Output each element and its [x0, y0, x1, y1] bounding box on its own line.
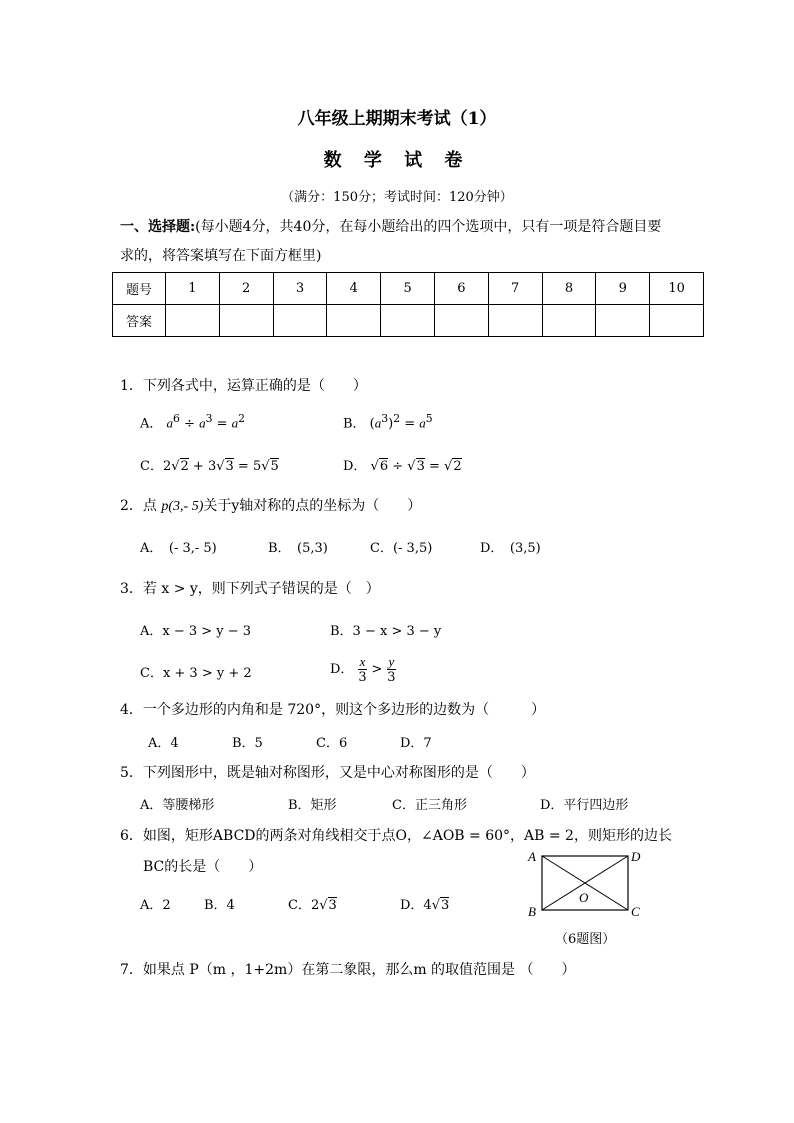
answer-cell-8[interactable] — [542, 305, 596, 337]
table-row-label-number: 题号 — [113, 273, 166, 305]
question-5-option-a: A．等腰梯形 — [140, 798, 215, 813]
rectangle-figure — [520, 846, 650, 924]
question-1-option-c: C．2√2 + 3√3 = 5√5 — [140, 459, 279, 474]
answer-table — [112, 272, 704, 337]
answer-cell-7[interactable] — [488, 305, 542, 337]
table-cell-number-9: 9 — [596, 273, 650, 305]
question-4-option-a: A．4 — [148, 736, 179, 751]
table-cell-number-10: 10 — [650, 273, 704, 305]
question-3-option-a: A．x − 3 > y − 3 — [140, 624, 252, 639]
question-6-option-d: D．4√3 — [400, 898, 450, 913]
question-6-option-c-radicand: 3 — [328, 898, 337, 913]
question-3-option-d-prefix: D． — [330, 662, 354, 677]
answer-table-answer-row — [113, 305, 704, 337]
question-6-option-b: B．4 — [204, 898, 235, 913]
exam-subject: 数 学 试 卷 — [323, 150, 471, 171]
table-cell-number-2: 2 — [219, 273, 273, 305]
answer-cell-2[interactable] — [219, 305, 273, 337]
question-2-stem — [120, 495, 421, 515]
exam-meta: （满分：150分；考试时间：120分钟） — [281, 190, 513, 205]
section1-heading-line2: 求的，将答案填写在下面方框里) — [120, 248, 322, 264]
question-2-option-b: B． (5,3) — [268, 541, 328, 556]
question-6-option-a: A．2 — [140, 898, 171, 913]
question-5-option-c: C．正三角形 — [392, 798, 467, 813]
answer-cell-9[interactable] — [596, 305, 650, 337]
fraction-y-over-3: $\frac{y}{3}$ — [387, 654, 396, 685]
question-1-option-d: D． √6 ÷ √3 = √2 — [343, 459, 462, 474]
question-2-suffix: 关于y轴对称的点的坐标为（ ） — [203, 498, 422, 514]
question-3-option-b: B．3 − x > 3 − y — [330, 624, 442, 639]
question-5-option-d: D．平行四边形 — [540, 798, 629, 813]
section1-heading — [120, 216, 661, 236]
vertex-label-b: B — [528, 904, 536, 919]
question-3-option-c: C．x + 3 > y + 2 — [140, 666, 252, 681]
question-4-option-b: B．5 — [232, 736, 263, 751]
answer-cell-4[interactable] — [327, 305, 381, 337]
question-4-option-d: D．7 — [400, 736, 432, 751]
section1-heading-bold: 一、选择题: — [120, 219, 196, 235]
question-5-option-b: B．矩形 — [288, 798, 337, 813]
exam-title: 八年级上期期末考试（1） — [297, 109, 497, 129]
answer-cell-6[interactable] — [434, 305, 488, 337]
table-cell-number-5: 5 — [381, 273, 435, 305]
question-2-option-c: C．(- 3,5) — [370, 541, 433, 556]
answer-cell-5[interactable] — [381, 305, 435, 337]
question-5-stem: 5．下列图形中，既是轴对称图形，又是中心对称图形的是（ ） — [120, 765, 535, 781]
table-cell-number-7: 7 — [488, 273, 542, 305]
table-cell-number-3: 3 — [273, 273, 327, 305]
table-cell-number-1: 1 — [166, 273, 220, 305]
answer-cell-3[interactable] — [273, 305, 327, 337]
question-6-stem-line2: BC的长是（ ） — [143, 859, 263, 875]
question-2-point: p(3,- 5) — [161, 499, 204, 514]
table-cell-number-4: 4 — [327, 273, 381, 305]
question-2-prefix: 2．点 — [120, 498, 157, 514]
vertex-label-a: A — [528, 849, 536, 864]
question-3-stem: 3．若 x > y，则下列式子错误的是（ ） — [120, 581, 380, 597]
question-2-option-a: A． (- 3,- 5) — [140, 541, 217, 556]
center-label-o: O — [579, 890, 589, 905]
fraction-x-over-3: $\frac{x}{3}$ — [358, 654, 367, 685]
vertex-label-c: C — [631, 904, 640, 919]
vertex-label-d: D — [631, 849, 641, 864]
section1-heading-rest: (每小题4分，共40分，在每小题给出的四个选项中，只有一项是符合题目要 — [195, 219, 662, 235]
question-6-option-c-prefix: C．2 — [288, 898, 320, 913]
question-1-option-b: B． $(a^3)^2 = a^5$ — [343, 412, 433, 432]
question-1-stem: 1．下列各式中，运算正确的是（ ） — [120, 378, 367, 394]
question-2-option-d: D． (3,5) — [480, 541, 541, 556]
table-cell-number-6: 6 — [434, 273, 488, 305]
question-6-option-d-prefix: D．4 — [400, 898, 432, 913]
question-6-stem: 6．如图，矩形ABCD的两条对角线相交于点O，∠AOB = 60°，AB = 2，则矩形的边长 — [120, 828, 672, 844]
table-cell-number-8: 8 — [542, 273, 596, 305]
question-4-stem: 4．一个多边形的内角和是 720°，则这个多边形的边数为（ ） — [120, 702, 546, 718]
table-row-label-answer: 答案 — [113, 305, 166, 337]
question-7-stem: 7．如果点 P（m ，1+2m）在第二象限，那么m 的取值范围是 （ ） — [120, 962, 576, 978]
question-6-option-c: C．2√3 — [288, 898, 337, 913]
question-6-option-d-radicand: 3 — [441, 898, 450, 913]
question-4-option-c: C．6 — [316, 736, 348, 751]
answer-cell-10[interactable] — [650, 305, 704, 337]
question-1-option-a: A． $a^6 \div a^3 = a^2$ — [140, 412, 246, 432]
figure-caption: （6题图） — [555, 932, 616, 947]
answer-cell-1[interactable] — [166, 305, 220, 337]
question-3-option-d: D． $\frac{x}{3}$ > $\frac{y}{3}$ — [330, 654, 396, 685]
answer-table-number-row — [113, 273, 704, 305]
